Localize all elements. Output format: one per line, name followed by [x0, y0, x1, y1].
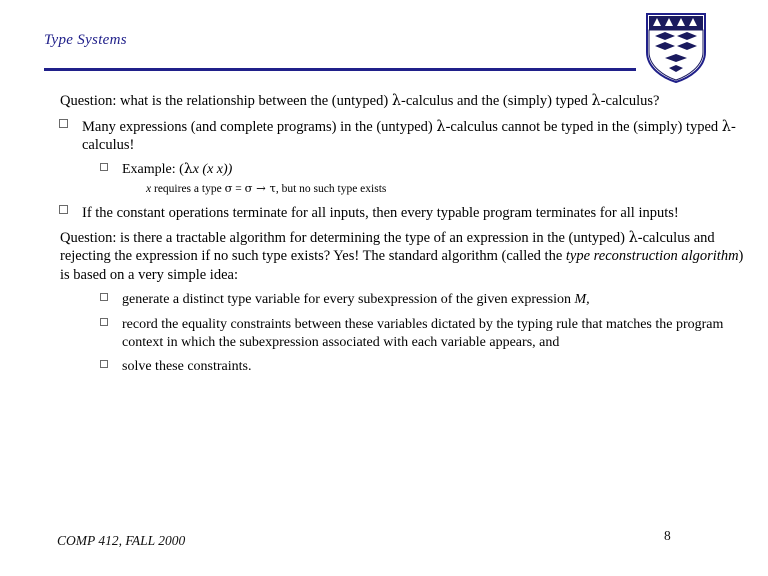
- arrow-glyph: →: [252, 181, 270, 196]
- rice-university-shield-icon: [645, 12, 707, 84]
- footer-course-label: COMP 412, FALL 2000: [57, 533, 186, 548]
- step-item-2: [44, 316, 744, 351]
- example-variable: x: [192, 161, 199, 177]
- question-2-text-3: ) is based on a very simple idea:: [60, 248, 744, 283]
- question-1-text-2: -calculus and the (simply) typed: [401, 93, 592, 109]
- square-bullet-icon: [100, 163, 108, 171]
- step-2-text: record the equality constraints between these variables dictated by the typing rule that matches the program context in which the subexpression associated with each variable appears, and: [122, 317, 724, 350]
- sigma-glyph: σ: [244, 181, 253, 196]
- algorithm-name: type reconstruction algorithm: [565, 248, 739, 265]
- question-1: [44, 92, 744, 111]
- title-divider: [44, 68, 636, 71]
- question-1-text-3: -calculus?: [600, 93, 660, 109]
- lambda-glyph: λ: [436, 118, 446, 135]
- square-bullet-icon: [100, 293, 108, 301]
- detail-text-2: , but no such type exists: [275, 183, 387, 196]
- bullet-item-1: [44, 118, 744, 154]
- square-bullet-icon: [59, 205, 68, 214]
- step-item-1: [44, 291, 744, 309]
- example-label: Example: (: [122, 161, 184, 177]
- slide-body: [44, 92, 744, 381]
- expression-symbol: M,: [574, 292, 590, 308]
- bullet-1-text: Many expressions (and complete programs) in the (untyped): [82, 118, 437, 135]
- square-bullet-icon: [100, 318, 108, 326]
- sub-bullet-example: [44, 161, 744, 179]
- question-2-text: Question: is there a tractable algorithm for determining the type of an expression in the (untyped): [60, 229, 629, 246]
- bullet-1-text-3: -calculus!: [82, 118, 736, 153]
- page-number: 8: [664, 528, 671, 543]
- lambda-glyph: λ: [628, 229, 638, 246]
- step-item-3: [44, 358, 744, 376]
- detail-variable: x: [146, 183, 152, 196]
- detail-text-1: requires a type: [151, 183, 225, 196]
- tau-glyph: τ: [269, 181, 276, 196]
- lambda-glyph: λ: [721, 118, 731, 135]
- question-2: [44, 229, 744, 285]
- example-body: (x x)): [198, 161, 233, 177]
- square-bullet-icon: [100, 360, 108, 368]
- lambda-glyph: λ: [391, 93, 402, 109]
- sigma-glyph: σ: [224, 181, 233, 196]
- detail-eq: =: [232, 183, 245, 196]
- bullet-item-2: [44, 204, 744, 222]
- lambda-glyph: λ: [183, 160, 193, 177]
- bullet-2-text: If the constant operations terminate for all inputs, then every typable program terminates for all inputs!: [82, 204, 679, 221]
- lambda-glyph: λ: [591, 93, 601, 109]
- question-1-text: Question: what is the relationship between the (untyped): [60, 93, 392, 109]
- example-detail: [44, 181, 744, 196]
- question-2-text-2: -calculus and rejecting the expression if no such type exists? Yes! The standard algorithm (called the: [60, 229, 715, 265]
- bullet-1-text-2: -calculus cannot be typed in the (simply) typed: [445, 118, 722, 135]
- step-3-text: solve these constraints.: [122, 359, 252, 375]
- square-bullet-icon: [59, 119, 68, 128]
- page-title: Type Systems: [44, 32, 127, 48]
- step-1-text: generate a distinct type variable for every subexpression of the given expression: [122, 292, 575, 308]
